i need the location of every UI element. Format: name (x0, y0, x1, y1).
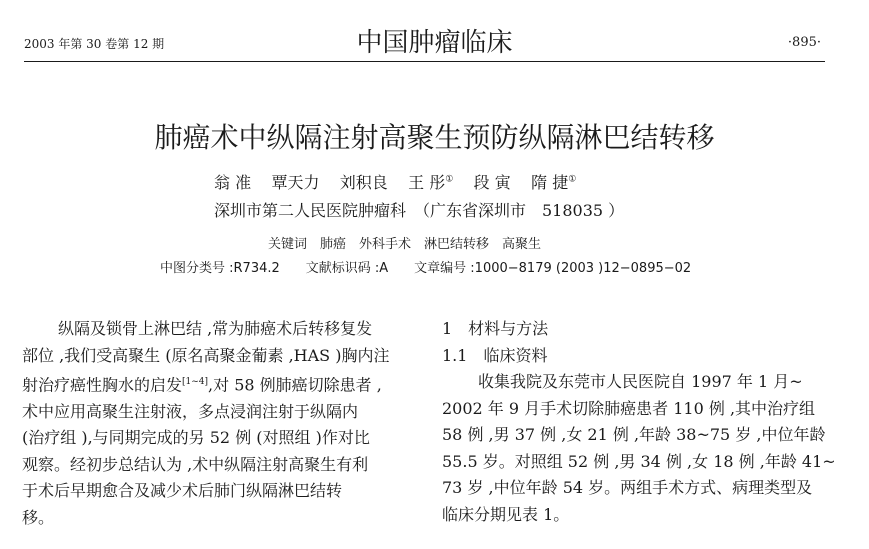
citation-ref: [1~4] (182, 377, 209, 387)
body-line: 55.5 岁。对照组 52 例 ,男 34 例 ,女 18 例 ,年龄 41~ (442, 451, 836, 471)
body-text: ,对 58 例肺癌切除患者 , (208, 375, 382, 395)
body-line: 移。 (22, 507, 55, 527)
body-line: 术中应用高聚生注射液，多点浸润注射于纵隔内 (22, 401, 359, 421)
body-line: 部位 ,我们受高聚生 (原名高聚金葡素 ,HAS )胸内注 (22, 345, 390, 365)
author: 隋 捷 (531, 173, 569, 192)
affiliation: 深圳市第二人民医院肿瘤科 （广东省深圳市 518035 ） (214, 201, 625, 220)
author: 翁 准 (214, 173, 252, 192)
article-title: 肺癌术中纵隔注射高聚生预防纵隔淋巴结转移 (154, 121, 715, 154)
author-list (214, 170, 576, 193)
body-line: 58 例 ,男 37 例 ,女 21 例 ,年龄 38~75 岁 ,中位年龄 (442, 425, 826, 444)
body-line: 纵隔及锁骨上淋巴结 ,常为肺癌术后转移复发 (58, 319, 373, 338)
body-line: 73 岁 ,中位年龄 54 岁。两组手术方式、病理类型及 (442, 478, 813, 497)
body-line: 临床分期见表 1。 (442, 504, 570, 524)
body-line: (治疗组 ),与同期完成的另 52 例 (对照组 )作对比 (22, 428, 370, 448)
body-line: 于术后早期愈合及减少术后肺门纵隔淋巴结转 (22, 481, 343, 501)
body-text: 射治疗癌性胸水的启发 (22, 375, 183, 395)
header-rule (24, 61, 825, 62)
body-right-column (442, 316, 836, 528)
body-left-column (22, 316, 389, 531)
issue-info: 2003 年第 30 卷第 12 期 (24, 37, 165, 51)
body-line: 收集我院及东莞市人民医院自 1997 年 1 月~ (478, 372, 803, 391)
author-note-mark: ① (568, 174, 577, 185)
section-heading: 1 材料与方法 (442, 319, 549, 338)
classification-line: 中图分类号 :R734.2 文献标识码 :A 文章编号 :1000−8179 (2003 )12−0895−02 (160, 261, 692, 276)
journal-name: 中国肿瘤临床 (356, 28, 513, 58)
keywords: 关键词 肺癌 外科手术 淋巴结转移 高聚生 (268, 237, 542, 252)
page-number: ·895· (787, 35, 821, 50)
body-line: 观察。经初步总结认为 ,术中纵隔注射高聚生有利 (22, 454, 369, 474)
body-line: 2002 年 9 月手术切除肺癌患者 110 例 ,其中治疗组 (442, 398, 816, 418)
subsection-heading: 1.1 临床资料 (442, 345, 548, 365)
author: 覃天力 (271, 173, 320, 192)
author-note-mark: ① (445, 174, 454, 185)
author: 王 彤 (408, 173, 446, 192)
author: 段 寅 (473, 173, 511, 192)
author: 刘积良 (339, 173, 388, 192)
body-line (22, 369, 389, 399)
